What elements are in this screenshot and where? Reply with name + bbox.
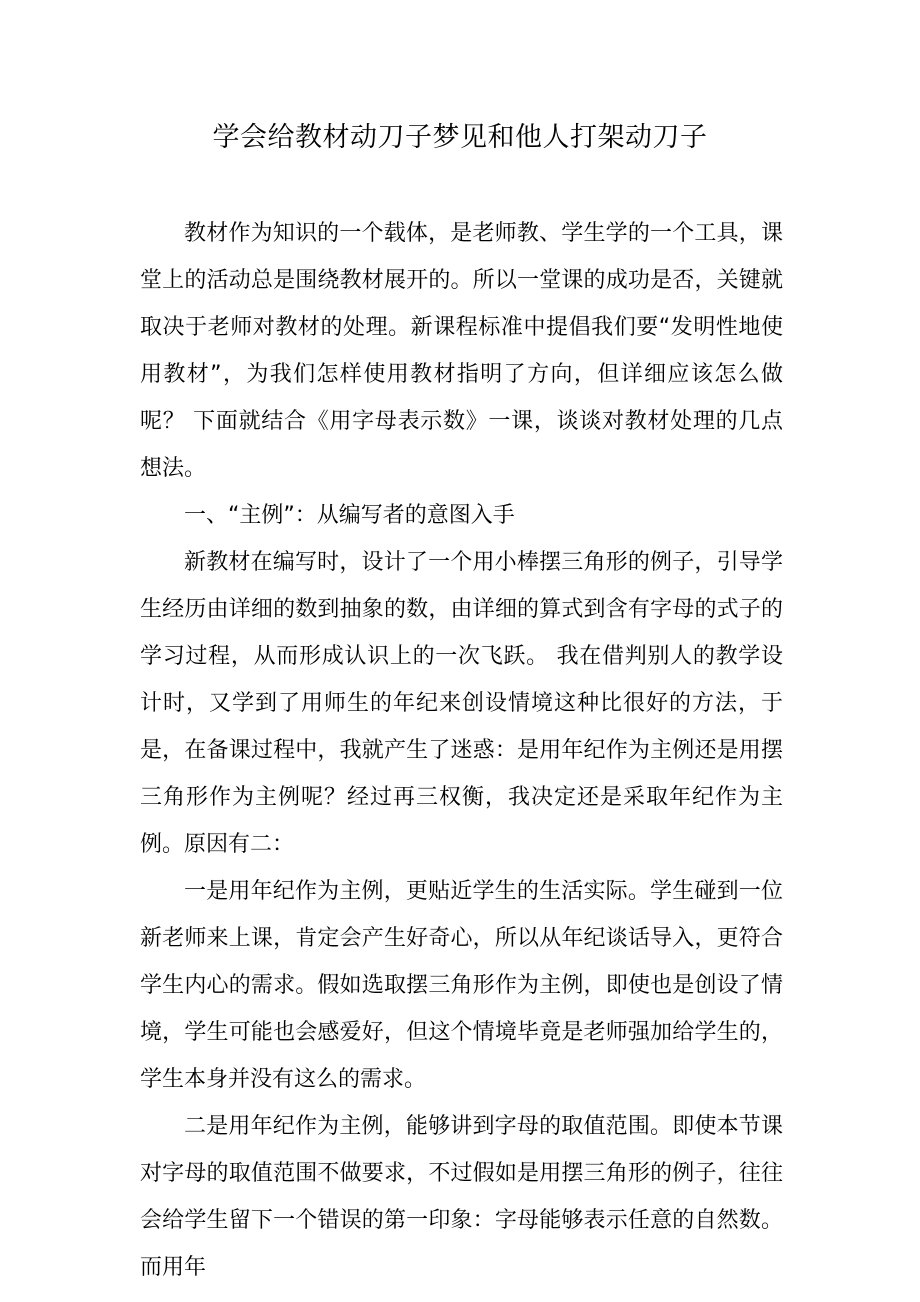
document-body — [140, 210, 783, 1291]
paragraph-reason-two: 二是用年纪作为主例，能够讲到字母的取值范围。即使本节课对字母的取值范围不做要求，不过假如是用摆三角形的例子，往往会给学生留下一个错误的第一印象：字母能够表示任意的自然数。而用年 — [140, 1114, 783, 1280]
document-title: 学会给教材动刀子梦见和他人打架动刀子 — [212, 122, 708, 153]
paragraph-intro: 教材作为知识的一个载体，是老师教、学生学的一个工具，课堂上的活动总是围绕教材展开的。所以一堂课的成功是否，关键就取决于老师对教材的处理。新课程标准中提倡我们要“发明性地使用教材”，为我们怎样使用教材指明了方向，但详细应该怎么做呢？ 下面就结合《用字母表示数》一课，谈谈对教材处理的几点想法。 — [140, 221, 783, 481]
paragraph-main-example: 新教材在编写时，设计了一个用小棒摆三角形的例子，引导学生经历由详细的数到抽象的数，由详细的算式到含有字母的式子的学习过程，从而形成认识上的一次飞跃。 我在借判别人的教学设计时，又学到了用师生的年纪来创设情境这种比很好的方法，于是，在备课过程中，我就产生了迷惑：是用年纪作为主例还是用摆三角形作为主例呢？经过再三权衡，我决定还是采取年纪作为主例。原因有二： — [140, 550, 783, 857]
section-heading-main-example: 一、“主例”：从编写者的意图入手 — [184, 503, 515, 528]
paragraph-reason-one: 一是用年纪作为主例，更贴近学生的生活实际。学生碰到一位新老师来上课，肯定会产生好奇心，所以从年纪谈话导入，更符合学生内心的需求。假如选取摆三角形作为主例，即使也是创设了情境，学生可能也会感爱好，但这个情境毕竟是老师强加给学生的，学生本身并没有这么的需求。 — [140, 879, 783, 1092]
